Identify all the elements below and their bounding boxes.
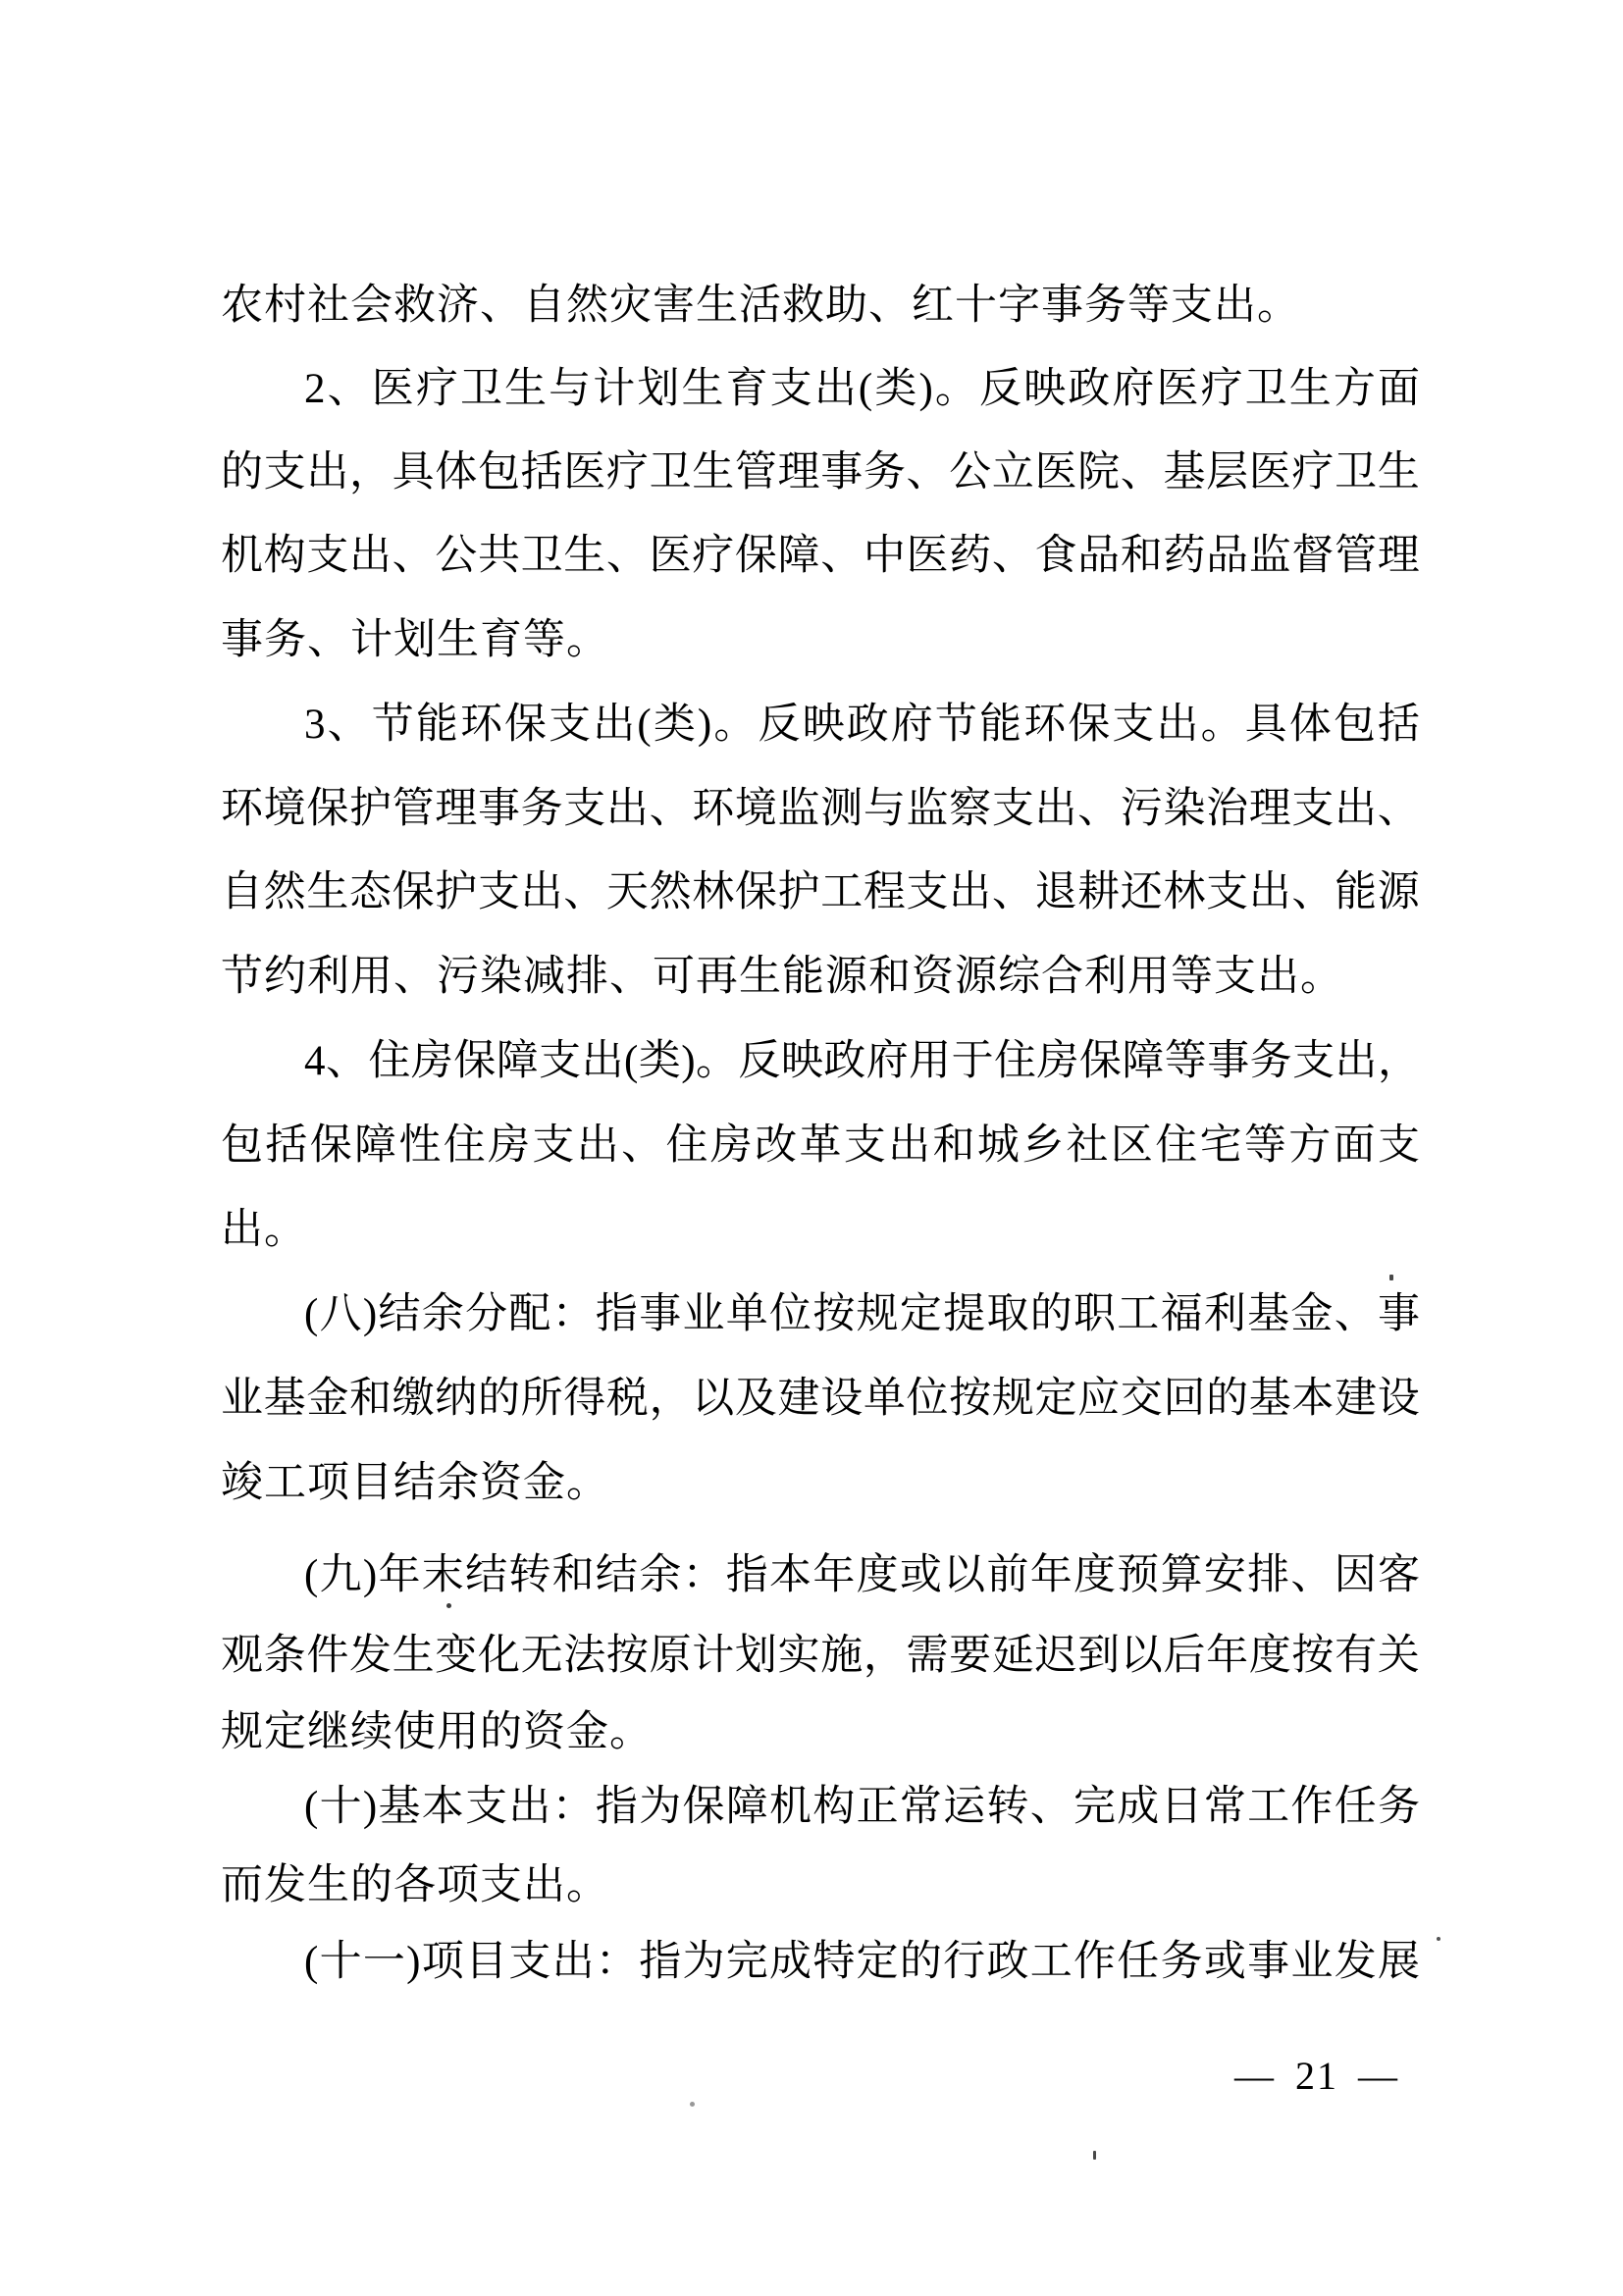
scan-speck — [446, 1603, 451, 1608]
scan-speck — [690, 2102, 695, 2107]
scan-speck — [1437, 1937, 1440, 1941]
text-line: 包 括 保 障 性 住 房 支 出 、 住 房 改 革 支 出 和 城 乡 社 区 住 宅 等 方 面 支 — [221, 1122, 1420, 1169]
text-line: 而发生的各项支出。 — [221, 1862, 609, 1908]
page-number: — 21 — — [1234, 2054, 1399, 2098]
text-line: 环 境 保 护 管 理 事 务 支 出 、 环 境 监 测 与 监 察 支 出 、 污 染 治 理 支 出 、 — [221, 786, 1420, 832]
text-line: 的 支 出 ， 具 体 包 括 医 疗 卫 生 管 理 事 务 、 公 立 医 院 、 基 层 医 疗 卫 生 — [221, 449, 1420, 496]
text-line: 3 、 节 能 环 保 支 出 ( 类 ) 。 反 映 政 府 节 能 环 保 支 出 。 具 体 包 括 — [304, 702, 1420, 748]
text-line: ( 九 ) 年 末 结 转 和 结 余 ： 指 本 年 度 或 以 前 年 度 预 算 安 排 、 因 客 — [304, 1552, 1420, 1598]
text-line: 事务、计划生育等。 — [221, 617, 609, 663]
text-line: 自 然 生 态 保 护 支 出 、 天 然 林 保 护 工 程 支 出 、 退 耕 还 林 支 出 、 能 源 — [221, 869, 1420, 915]
scan-speck — [1389, 1275, 1393, 1280]
text-line: 竣工项目结余资金。 — [221, 1460, 609, 1506]
text-line: ( 十 ) 基 本 支 出 ： 指 为 保 障 机 构 正 常 运 转 、 完 成 日 常 工 作 任 务 — [304, 1784, 1420, 1830]
text-line: 机 构 支 出 、 公 共 卫 生 、 医 疗 保 障 、 中 医 药 、 食 品 和 药 品 监 督 管 理 — [221, 533, 1420, 579]
text-block — [221, 0, 1420, 2296]
text-line: ( 八 ) 结 余 分 配 ： 指 事 业 单 位 按 规 定 提 取 的 职 工 福 利 基 金 、 事 — [304, 1291, 1420, 1337]
text-line: 出。 — [221, 1207, 307, 1253]
scan-speck — [1093, 2151, 1096, 2160]
text-line: 2 、 医 疗 卫 生 与 计 划 生 育 支 出 ( 类 ) 。 反 映 政 府 医 疗 卫 生 方 面 — [304, 366, 1420, 412]
text-line: 观 条 件 发 生 变 化 无 法 按 原 计 划 实 施 ， 需 要 延 迟 到 以 后 年 度 按 有 关 — [221, 1633, 1420, 1679]
text-line: ( 十 一 ) 项 目 支 出 ： 指 为 完 成 特 定 的 行 政 工 作 任 务 或 事 业 发 展 — [304, 1939, 1420, 1985]
text-line: 规定继续使用的资金。 — [221, 1709, 653, 1755]
text-line: 业 基 金 和 缴 纳 的 所 得 税 ， 以 及 建 设 单 位 按 规 定 应 交 回 的 基 本 建 设 — [221, 1376, 1420, 1422]
text-line: 农村社会救济、自然灾害生活救助、红十字事务等支出。 — [221, 283, 1300, 329]
text-line: 节约利用、污染减排、可再生能源和资源综合利用等支出。 — [221, 954, 1343, 1000]
text-line: 4 、 住 房 保 障 支 出 ( 类 ) 。 反 映 政 府 用 于 住 房 保 障 等 事 务 支 出 ， — [304, 1038, 1420, 1084]
